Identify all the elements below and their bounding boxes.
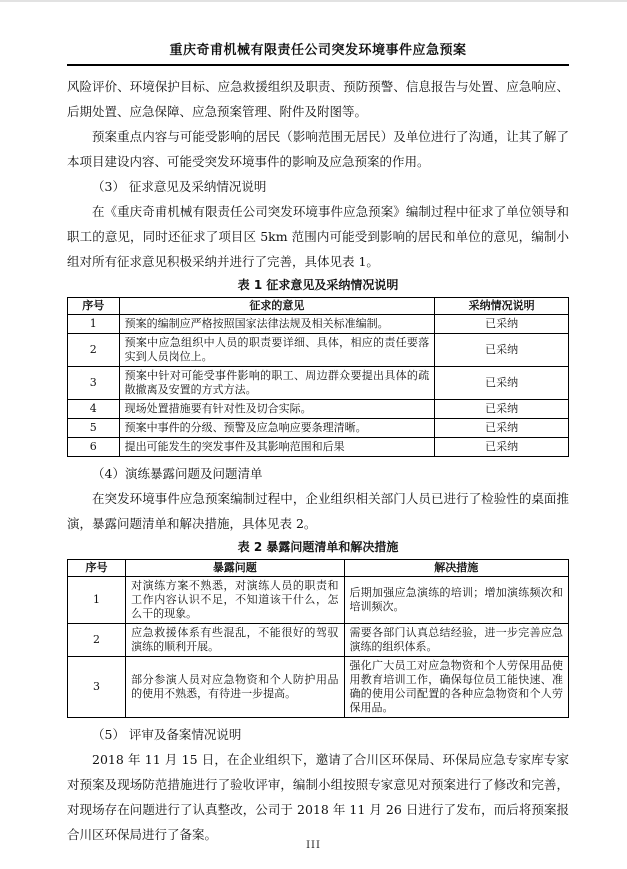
table-row: [68, 577, 569, 624]
page-content: [0, 2, 627, 847]
cell-adoption: 已采纳: [435, 367, 569, 400]
table-consultation-opinions: [67, 297, 569, 457]
cell-adoption: 已采纳: [435, 400, 569, 419]
cell-solution: 后期加强应急演练的培训；增加演练频次和培训频次。: [344, 577, 568, 624]
table-row: [68, 315, 569, 334]
cell-index: 3: [68, 657, 126, 718]
page-number: III: [306, 840, 321, 851]
table-1-header-opinion: 征求的意见: [119, 298, 435, 315]
paragraph-communication: 预案重点内容与可能受影响的居民（影响范围无居民）及单位进行了沟通，让其了解了本项目建设内容、可能受突发环境事件的影响及应急预案的作用。: [67, 129, 569, 169]
cell-opinion: 现场处置措施要有针对性及切合实际。: [119, 400, 435, 419]
paragraph-intro-continuation: 风险评价、环境保护目标、应急救援组织及职责、预防预警、信息报告与处置、应急响应、后期处置、应急保障、应急预案管理、附件及附图等。: [67, 79, 569, 119]
cell-index: 2: [68, 334, 120, 367]
table-row: [68, 657, 569, 718]
cell-problem: 对演练方案不熟悉，对演练人员的职责和工作内容认识不足，不知道该干什么，怎么干的现象。: [126, 577, 344, 624]
cell-adoption: 已采纳: [435, 315, 569, 334]
cell-adoption: 已采纳: [435, 438, 569, 457]
cell-opinion: 预案中应急组织中人员的职责要详细、具体，相应的责任要落实到人员岗位上。: [119, 334, 435, 367]
cell-opinion: 提出可能发生的突发事件及其影响范围和后果: [119, 438, 435, 457]
table-1-header-index: 序号: [68, 298, 120, 315]
cell-index: 1: [68, 577, 126, 624]
table-1-caption: 表 1 征求意见及采纳情况说明: [237, 278, 399, 292]
cell-index: 4: [68, 400, 120, 419]
table-2-caption: 表 2 暴露问题清单和解决措施: [237, 540, 399, 554]
cell-adoption: 已采纳: [435, 419, 569, 438]
cell-solution: 需要各部门认真总结经验，进一步完善应急演练的组织体系。: [344, 624, 568, 657]
section-3-heading: （3） 征求意见及采纳情况说明: [92, 179, 267, 194]
cell-index: 3: [68, 367, 120, 400]
table-2-header-solution: 解决措施: [344, 560, 568, 577]
table-row: [68, 367, 569, 400]
section-5-body: 2018 年 11 月 15 日，在企业组织下，邀请了合川区环保局、环保局应急专家库专家对预案及现场防范措施进行了验收评审，编制小组按照专家意见对预案进行了修改和完善，对现场存在问题进行了认真整改，公司于 2018 年 11 月 26 日进行了发布，而后将预案报合川区环保局进行了备案。: [67, 752, 569, 842]
cell-adoption: 已采纳: [435, 334, 569, 367]
section-3-body: 在《重庆奇甫机械有限责任公司突发环境事件应急预案》编制过程中征求了单位领导和职工的意见，同时还征求了项目区 5km 范围内可能受到影响的居民和单位的意见，编制小组对所有征求意见积极采纳并进行了完善，具体见表 1。: [67, 204, 569, 269]
table-row: [68, 438, 569, 457]
table-row: [68, 298, 569, 315]
table-row: [68, 624, 569, 657]
cell-index: 1: [68, 315, 120, 334]
page-header-title: 重庆奇甫机械有限责任公司突发环境事件应急预案: [67, 42, 569, 66]
cell-opinion: 预案的编制应严格按照国家法律法规及相关标准编制。: [119, 315, 435, 334]
section-4-body: 在突发环境事件应急预案编制过程中，企业组织相关部门人员已进行了检验性的桌面推演，暴露问题清单和解决措施，具体见表 2。: [67, 491, 569, 531]
table-row: [68, 334, 569, 367]
table-row: [68, 560, 569, 577]
cell-opinion: 预案中事件的分级、预警及应急响应要条理清晰。: [119, 419, 435, 438]
section-4-heading: （4）演练暴露问题及问题清单: [92, 466, 263, 481]
cell-index: 2: [68, 624, 126, 657]
table-drill-issues: [67, 559, 569, 718]
cell-solution: 强化广大员工对应急物资和个人劳保用品使用教育培训工作，确保每位员工能快速、准确的使用公司配置的各种应急物资和个人劳保用品。: [344, 657, 568, 718]
table-1-header-adoption: 采纳情况说明: [435, 298, 569, 315]
table-row: [68, 419, 569, 438]
section-5-heading: （5） 评审及备案情况说明: [92, 727, 242, 742]
cell-problem: 应急救援体系有些混乱，不能很好的驾驭演练的顺利开展。: [126, 624, 344, 657]
cell-opinion: 预案中针对可能受事件影响的职工、周边群众要提出具体的疏散撤离及安置的方式方法。: [119, 367, 435, 400]
table-2-header-problem: 暴露问题: [126, 560, 344, 577]
table-row: [68, 400, 569, 419]
cell-problem: 部分参演人员对应急物资和个人防护用品的使用不熟悉，有待进一步提高。: [126, 657, 344, 718]
cell-index: 5: [68, 419, 120, 438]
cell-index: 6: [68, 438, 120, 457]
table-2-header-index: 序号: [68, 560, 126, 577]
